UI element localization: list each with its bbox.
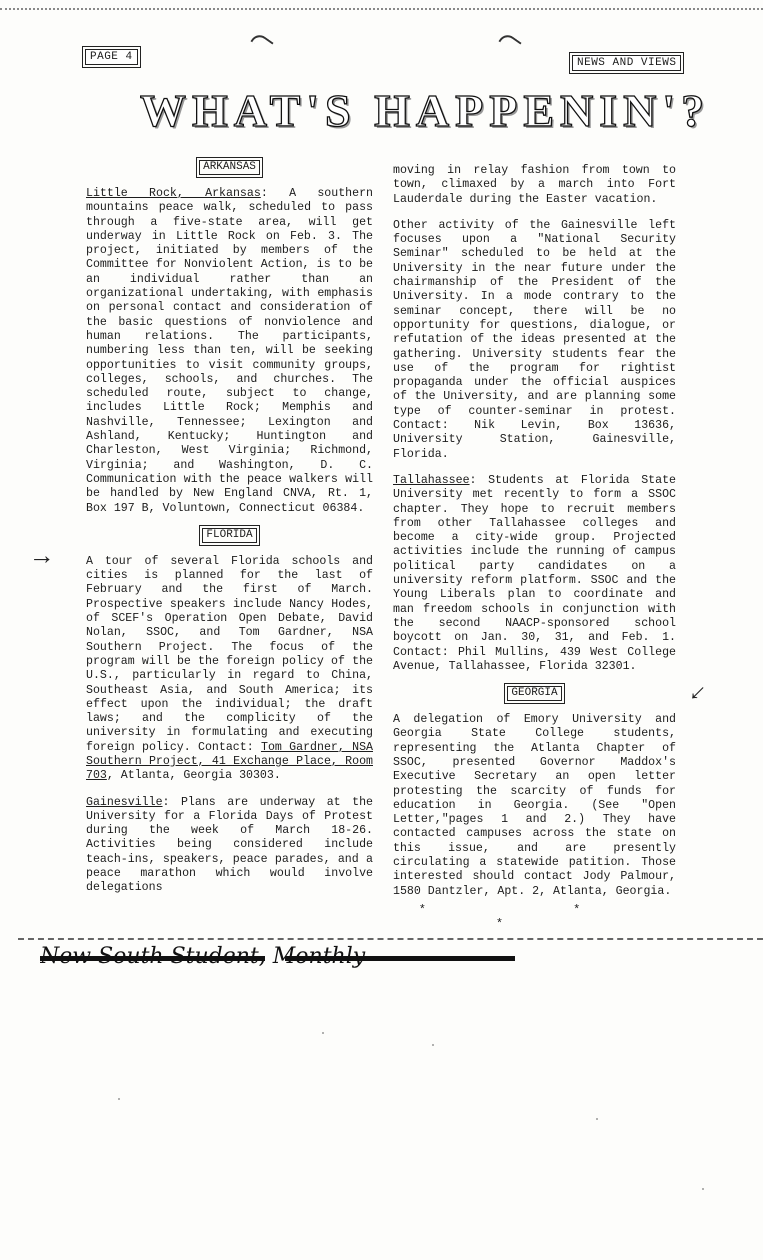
tallahassee-text: : Students at Florida State University met recently to form a SSOC chapter. They hope to recruit members from other Tallahassee colleges and become a city-wide group. Projected activities include the running of campus political party candidates on a university reform platform. SSOC and the Young Liberals plan to coordinate and man freedom schools in conjunction with the second NAACP-sponsored school boycott on Jan. 30, 31, and Feb. 1. Contact: Phil Mullins, 439 West College Avenue, Tallahassee, Florida 32301. [393,473,676,673]
georgia-heading: GEORGIA [507,686,561,701]
scan-speck [702,1188,704,1190]
florida-text-end: , Atlanta, Georgia 30303. [106,769,281,783]
scan-speck [432,1044,434,1046]
strikethrough-mark [285,956,515,961]
arkansas-place: Little Rock, Arkansas [86,187,261,200]
page-top-edge [0,0,763,10]
section-end-stars: * * * [418,902,651,932]
gainesville-seminar-article: Other activity of the Gainesville left focuses upon a "National Security Seminar" scheduled to be held at the University in the near future under the chairmanship of the President of the University. In a mode contrary to the seminar concept, there will be no opportunity for questions, dialogue, or refutation of the ideas presented at the gathering. University students fear the use of the program for rightist propaganda under the official auspices of the University, and are planning some type of counter-seminar in protest. Contact: Nik Levin, Box 13636, University Station, Gainesville, Florida. [393,218,676,461]
arkansas-heading: ARKANSAS [199,160,260,175]
florida-article [86,555,373,784]
gainesville-continued: moving in relay fashion from town to town, climaxed by a march into Fort Lauderdale during the Easter vacation. [393,164,676,206]
clipping-cut-line [18,938,763,940]
section-label: NEWS AND VIEWS [572,55,681,71]
strikethrough-mark [40,956,265,961]
florida-text: A tour of several Florida schools and cities is planned for the last of February and the first of March. Prospective speakers include Nancy Hodes, of SCEF's Operation Open Debate, David Nolan, SSOC, and Tom Gardner, NSA Southern Project. The focus of the program will be the foreign policy of the U.S., particularly in regard to China, Southeast Asia, and South America; its effect upon the individual; the draft laws; and the complicity of the university in formulating and executing foreign policy. Contact: [86,554,373,754]
tallahassee-place: Tallahassee [393,473,470,487]
scan-speck [118,1098,120,1100]
florida-contact: Tom Gardner, NSA Southern Project, 41 Exchange Place, Room 703 [86,740,373,783]
georgia-article: A delegation of Emory University and Georgia State College students, representing the Atlanta Chapter of SSOC, presented Governor Maddox's Executive Secretary an open letter protesting the scarcity of funds for education in Georgia. (See "Open Letter,"pages 1 and 2.) They have contacted campuses across the state on this issue, and are presently circulating a statewide patition. Those interested should contact Jody Palmour, 1580 Dantzler, Apt. 2, Atlanta, Georgia. [393,713,676,898]
gainesville-place: Gainesville [86,795,163,809]
staple-mark [498,31,521,52]
arkansas-article [86,187,373,516]
gainesville-article [86,796,373,896]
gainesville-text: : Plans are underway at the University for a Florida Days of Protest during the week of March 18-26. Activities being considered include teach-ins, speakers, peace parades, and a peace marathon which would involve delegations [86,795,373,895]
florida-heading: FLORIDA [202,528,256,543]
scan-speck [596,1118,598,1120]
scan-speck [322,1032,324,1034]
handwritten-source-note [40,944,520,978]
tallahassee-article [393,474,676,674]
right-column [393,164,676,932]
page-number-label: PAGE 4 [85,49,138,65]
arkansas-text: : A southern mountains peace walk, scheduled to pass through a five-state area, will get underway in Little Rock on Feb. 3. The project, initiated by members of the Committee for Nonviolent Action, is to be an individual rather than an organizational undertaking, with emphasis on personal contact and consideration of the basic questions of nonviolence and human relations. The participants, numbering less than ten, will be seeking opportunities to visit community groups, colleges, schools, and churches. The scheduled route, subject to change, includes Little Rock; Memphis and Nashville, Tennessee; Lexington and Ashland, Kentucky; Huntington and Charleston, West Virginia; Richmond, Virginia; and Washington, D. C. Communication with the peace walkers will be handled by New England CNVA, Rt. 1, Box 197 B, Voluntown, Connecticut 06384. [86,187,373,515]
page-headline: WHAT'S HAPPENIN'? [140,85,711,136]
margin-arrow-icon: → [34,542,50,572]
staple-mark [250,31,273,52]
margin-arrow-icon: ← [679,674,712,708]
left-column [86,160,373,908]
